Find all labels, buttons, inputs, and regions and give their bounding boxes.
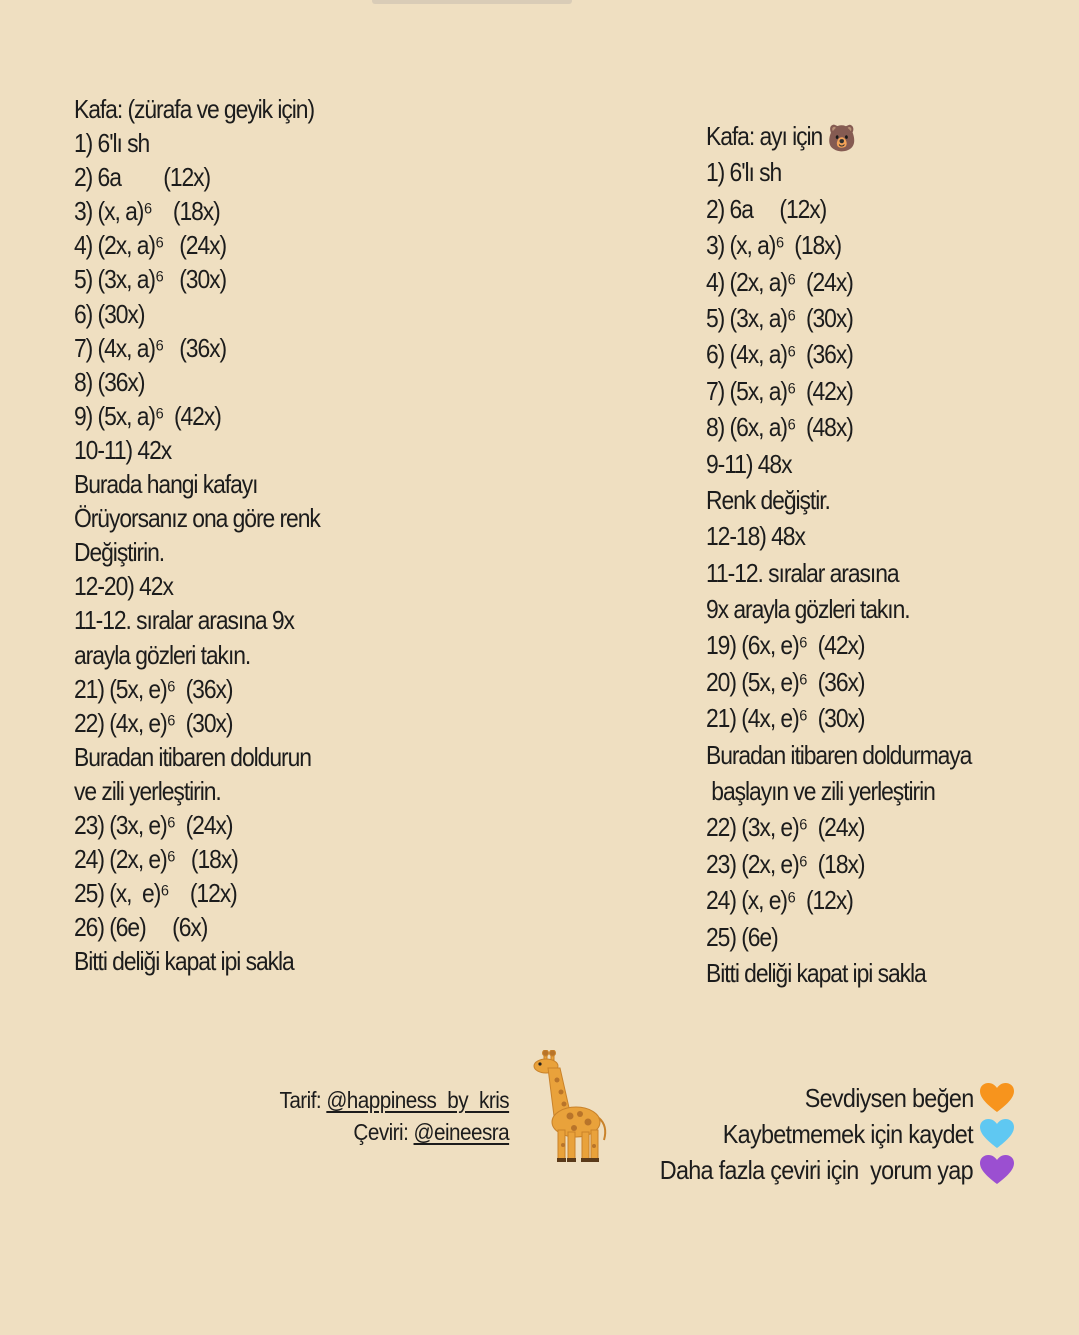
pattern-line: 25) (x, e)⁶ (12x) xyxy=(74,878,237,909)
pattern-line: 5) (3x, a)⁶ (30x) xyxy=(706,302,853,333)
pattern-line: 22) (4x, e)⁶ (30x) xyxy=(74,707,233,738)
pattern-line: 2) 6a (12x) xyxy=(706,193,827,224)
pattern-line: 6) (30x) xyxy=(74,298,145,329)
save-prompt xyxy=(625,1116,1015,1152)
pattern-line: 8) (36x) xyxy=(74,366,145,397)
blue-heart-icon xyxy=(979,1118,1015,1150)
pattern-line: 9x arayla gözleri takın. xyxy=(706,594,910,625)
like-text: Sevdiysen beğen xyxy=(804,1083,973,1113)
pattern-line: 12-18) 48x xyxy=(706,521,805,552)
pattern-line: 1) 6'lı sh xyxy=(74,128,150,159)
pattern-line: 11-12. sıralar arasına xyxy=(706,557,899,588)
pattern-line: 4) (2x, a)⁶ (24x) xyxy=(706,266,853,297)
right-pattern-column xyxy=(706,118,1066,991)
pattern-line: 5) (3x, a)⁶ (30x) xyxy=(74,264,227,295)
pattern-line: 7) (5x, a)⁶ (42x) xyxy=(706,375,853,406)
pattern-line: Burada hangi kafayı xyxy=(74,469,258,500)
pattern-line: arayla gözleri takın. xyxy=(74,639,251,670)
like-prompt xyxy=(625,1080,1015,1116)
pattern-line: 11-12. sıralar arasına 9x xyxy=(74,605,294,636)
pattern-line: 3) (x, a)⁶ (18x) xyxy=(706,230,842,261)
left-pattern-column xyxy=(74,92,494,978)
pattern-line: 1) 6'lı sh xyxy=(706,157,782,188)
pattern-line: Değiştirin. xyxy=(74,537,165,568)
pattern-line: 9) (5x, a)⁶ (42x) xyxy=(74,400,221,431)
recipe-credit xyxy=(279,1084,509,1116)
pattern-line: Bitti deliği kapat ipi sakla xyxy=(706,957,926,988)
comment-prompt xyxy=(625,1152,1015,1188)
recipe-handle-link[interactable]: @happiness_by_kris xyxy=(326,1087,509,1113)
pattern-line: Kafa: (zürafa ve geyik için) xyxy=(74,94,315,124)
pattern-line: 20) (5x, e)⁶ (36x) xyxy=(706,666,865,697)
pattern-line: Buradan itibaren doldurmaya xyxy=(706,739,972,770)
translation-credit xyxy=(279,1116,509,1148)
translation-handle-link[interactable]: @eineesra xyxy=(413,1119,509,1145)
pattern-line: 19) (6x, e)⁶ (42x) xyxy=(706,630,865,661)
pattern-line: ve zili yerleştirin. xyxy=(74,775,221,806)
pattern-line: 12-20) 42x xyxy=(74,571,173,602)
pattern-line: 6) (4x, a)⁶ (36x) xyxy=(706,339,853,370)
pattern-line: 26) (6e) (6x) xyxy=(74,912,208,943)
pattern-line: 23) (3x, e)⁶ (24x) xyxy=(74,809,233,840)
call-to-action-block xyxy=(625,1080,1015,1188)
pattern-line: 10-11) 42x xyxy=(74,434,172,465)
pattern-line: Buradan itibaren doldurun xyxy=(74,741,311,772)
orange-heart-icon xyxy=(979,1082,1015,1114)
bear-face-icon: 🐻 xyxy=(827,122,855,153)
bear-title-text: Kafa: ayı için xyxy=(706,121,823,151)
pattern-line: Renk değiştir. xyxy=(706,484,830,515)
pattern-line: 24) (x, e)⁶ (12x) xyxy=(706,885,853,916)
pattern-line: 9-11) 48x xyxy=(706,448,792,479)
pattern-line: 23) (2x, e)⁶ (18x) xyxy=(706,848,865,879)
bear-section-title xyxy=(706,118,1023,154)
pattern-line: 7) (4x, a)⁶ (36x) xyxy=(74,332,227,363)
pattern-line: 24) (2x, e)⁶ (18x) xyxy=(74,844,238,875)
pattern-line: 3) (x, a)⁶ (18x) xyxy=(74,196,220,227)
pattern-line: 21) (4x, e)⁶ (30x) xyxy=(706,703,865,734)
save-text: Kaybetmemek için kaydet xyxy=(722,1119,973,1149)
pattern-line: başlayın ve zili yerleştirin xyxy=(706,776,935,807)
pattern-line: 8) (6x, a)⁶ (48x) xyxy=(706,412,853,443)
recipe-label: Tarif: xyxy=(279,1087,327,1113)
pattern-line: 21) (5x, e)⁶ (36x) xyxy=(74,673,233,704)
comment-text: Daha fazla çeviri için yorum yap xyxy=(659,1155,973,1185)
translation-label: Çeviri: xyxy=(353,1119,414,1145)
pattern-line: 22) (3x, e)⁶ (24x) xyxy=(706,812,865,843)
credits-block xyxy=(254,1084,509,1148)
pattern-line: 2) 6a (12x) xyxy=(74,162,211,193)
pattern-line: 4) (2x, a)⁶ (24x) xyxy=(74,230,227,261)
purple-heart-icon xyxy=(979,1154,1015,1186)
pattern-line: 25) (6e) xyxy=(706,921,778,952)
pattern-line: Örüyorsanız ona göre renk xyxy=(74,503,320,534)
pattern-line: Bitti deliği kapat ipi sakla xyxy=(74,946,294,977)
giraffe-icon xyxy=(524,1050,610,1165)
top-edge-bar xyxy=(372,0,572,4)
